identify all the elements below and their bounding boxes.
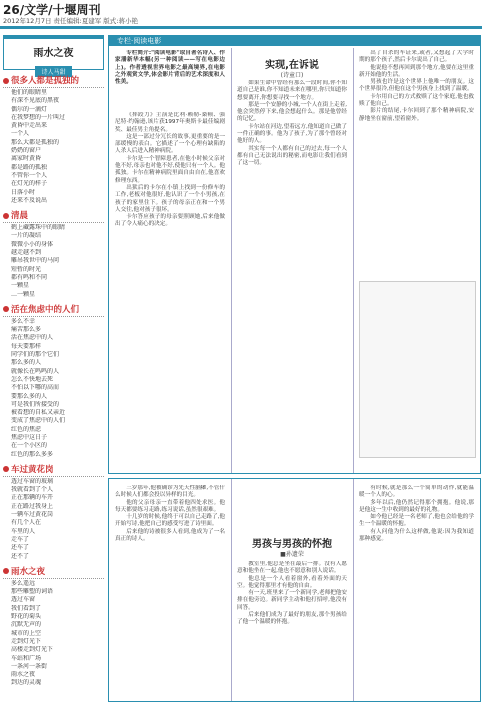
poem-line: 在我梦想的一片叫过 [11,113,66,121]
poem-line: 就像长在鸣鸣的人 [11,367,60,375]
poem-line: 奶奶的窗户 [11,147,42,155]
column-divider [231,48,232,473]
sidebar-title: 雨水之夜 [33,48,74,59]
poem-line: 一条河一条街 [11,662,48,670]
poem-line: 离家时黄昏 [11,155,42,163]
sidebar-section [3,463,104,561]
paragraph: 十几岁的时候,他终于可以自己走路了,他开始写诗,他把自己的感受写进了诗里面。 [115,514,225,528]
header-rule [0,26,482,29]
paragraph: 教室里,他总是坐在最后一排。没有人愿意和他坐在一起,他也不愿意和别人说话。 [237,561,347,575]
poem-line: 鹤上藏露珠中的眼睛 [11,224,66,232]
bullet-icon [3,213,9,219]
poem-line: 被看想的自私又亲近 [11,409,66,417]
column-divider [231,479,232,701]
sidebar-sections [3,74,104,688]
poem-line: 车站和广场 [11,654,42,662]
poem-line: 在灯光的样子 [11,180,48,188]
poem-line: 不管你一个人 [11,171,48,179]
paragraph: 影片的结尾,卡尔回到了那个精神病院,安静地坐在窗前,望着窗外。 [359,108,474,122]
sidebar-section [3,74,104,205]
poem-line: 正在那辆的车开 [11,494,54,502]
middle-article-author: (诗童口) [280,72,304,79]
bottom-left-column [115,485,225,695]
sidebar-section [3,209,104,299]
poem-line: 还不了 [11,552,30,560]
sidebar-subtitle: 诗人马甜 [35,66,71,77]
poem-line: 都有鸣和不同 [11,273,48,281]
paragraph: 男孩也许是这个世界上他唯一的朋友。这个世界很冷,但他在这个男孩身上找到了温暖。 [359,79,474,93]
bullet-icon [3,568,9,574]
poem-line: 有深不见底的黑夜 [11,97,60,105]
poem-line: 要那么多的人 [11,392,48,400]
poem-line: 有几个人在 [11,519,42,527]
poem-line: 我们看到了 [11,604,42,612]
poem-line: 痛苦那么多 [11,326,42,334]
poem-lines [3,89,104,205]
sidebar-section [3,303,104,459]
poem-line: 焦虑中这日子 [11,433,48,441]
page-meta: 2012年12月7日 责任编辑:夏建军 版式:蒋小艳 [3,17,138,25]
column-header: 专栏·阅读电影 [109,36,480,46]
paragraph: 三岁那年,他被确诊为先天性脑瘫,不管什么时候人们都会投以异样的目光。 [115,485,225,499]
bullet-icon [3,78,9,84]
sidebar-section [3,565,104,688]
poem-line: 雕吊我世中的马问 [11,257,60,265]
poem-line: 一辆车过黄花岗 [11,511,54,519]
poem-line: …一颗星 [11,290,36,298]
poem-line: 一个人 [11,130,30,138]
middle-article-title: 实现,在诉说 [265,60,319,71]
bottom-article-title: 男孩与男孩的怀抱 [252,539,332,550]
poem-line: 可是我们所接受的 [11,400,60,408]
poem-lines [3,318,104,459]
bottom-middle-column [237,561,347,695]
poem-line: 在一个小区的 [11,442,48,450]
paragraph: 后来他的诗被很多人看到,他成为了一名真正的诗人。 [115,528,225,543]
paragraph: 有时候,就是那么一个简单的动作,就能温暖一个人的心。 [359,485,474,499]
paragraph: 卡尔是一个智障患者,在他小时候父亲对他不好,母亲也对他不好,使他只有一个人。他孤独。卡尔在精神病院里面自由自在,他喜欢修理东西。 [115,155,225,184]
column-divider [353,479,354,701]
poem-line: 沉默无声的 [11,621,42,629]
paragraph: 卡尔用自己的方式救赎了这个家庭,他也救赎了他自己。 [359,93,474,108]
bullet-icon [3,306,9,312]
poem-line: 越走越不到 [11,249,42,257]
poem-line: 每天要那样 [11,342,42,350]
paragraph: 他总是一个人看着窗外,看着外面的天空。他觉得那里才有他的自由。 [237,575,347,589]
sidebar-section-title: 清晨 [11,211,29,222]
poem-line: 高楼走到灯光下 [11,646,54,654]
poem-line: 变成了焦虑中的人们 [11,417,66,425]
sidebar-section-heading [3,463,104,477]
poem-line: 透过车窗 [11,596,36,604]
paragraph: 有一天,班里来了一个新同学,老师把他安排在他旁边。新同学主动和他打招呼,他没有回答。 [237,590,347,611]
poem-line: 同学们的那个它们 [11,351,60,359]
poem-line: 一片的凝结 [11,232,42,240]
poem-line: 活在焦虑中的人 [11,334,54,342]
poem-line: 多么不幸 [11,317,36,325]
paragraph: 他的父亲母亲一直带着他四处求医。他每天都要练习走路,练习说话,虽然很艰难。 [115,499,225,513]
poem-line: 多么遥远 [11,579,36,587]
poem-line: 到达的灵魂 [11,679,42,687]
poem-line: 那么多的人 [11,359,42,367]
bottom-article-author: ■孙遗荣 [280,551,304,558]
poem-line: 雨水之夜 [11,671,36,679]
sidebar-brand [3,35,104,76]
sidebar-section-title: 活在焦虑中的人们 [11,304,80,315]
sidebar [3,35,104,700]
intro-text [115,50,225,108]
article-left-column [115,112,225,467]
poem-line: 城市的上空 [11,629,42,637]
page-title: 26/文学/十堰周刊 [3,3,101,17]
poem-line: 走车了 [11,535,30,543]
paragraph: 《摔跤力》主演是比利·赖勒-桑顿、强尼特·约翰逊,该片获1997年奥斯卡最佳编剧奖、最佳男主角提名。 [115,112,225,133]
paragraph: 出了自杀的车证来,或者,又想起了大学时期的那个孩子,然后卡尔说出了自己。 [359,50,474,64]
sidebar-section-title: 车过黄花岗 [11,464,54,475]
poem-line: 怎么不快地去死 [11,375,54,383]
poem-line: 走到灯光下 [11,637,42,645]
poem-line: 野花的菊头 [11,613,42,621]
poem-line: 还车了 [11,544,30,552]
paragraph: 有人问他为什么这样做,他说:因为我知道那种感觉。 [359,528,474,543]
poem-line: 偶尔的一滴灯 [11,105,48,113]
poem-line: 微微小小的身体 [11,240,54,248]
poem-line: 他们的眼睛里 [11,89,48,96]
paragraph: 出狱后的卡尔在小镇上找到一份修车的工作,老板对他很好,他认识了一个小男孩,在孩子的家里住下。孩子的母亲正在和一个男人交往,他对孩子很坏。 [115,184,225,213]
poem-line: 日落小时 [11,188,36,196]
poem-line: 短暂的时光 [11,265,42,273]
paragraph: 如果生命中曾经有那么一段时间,你不知道自己是谁,你不知道未来在哪里,你只知道你想要离开,你想要寻找一个地方。 [237,80,347,101]
paragraph: 那是一个安静的小城,一个人在街上走着,他会突然停下来,他会想起什么。那是他曾经的记忆。 [237,101,347,123]
sidebar-section-title: 雨水之夜 [11,566,46,577]
sidebar-section-heading [3,74,104,88]
paragraph: 其实每一个人都有自己的过去,每一个人都有自己无法说出的秘密,而电影让我们看到了这一切。 [237,145,347,167]
article-right-column [359,50,474,275]
bullet-icon [3,466,9,472]
paragraph: 他说他不想再回到那个地方,他要在这里重新开始他的生活。 [359,64,474,78]
article-photo [359,281,476,458]
poem-line: 黄昏中走出来 [11,122,48,130]
poem-line: 我就看到了个人 [11,486,54,494]
sidebar-section-heading [3,303,104,317]
poem-line: 红色的焦虑 [11,425,42,433]
poem-line: 都是路的孤独 [11,163,48,171]
poem-line: 那么大都是孤独的 [11,138,60,146]
poem-line: 红色的那么多多 [11,450,54,458]
paragraph: 多年以后,他仍然记得那个拥抱。他说,那是他这一生中收到的最好的礼物。 [359,499,474,513]
bottom-right-column [359,485,474,695]
poem-line: 正在路过我身上 [11,502,54,510]
main-article [108,35,481,474]
article-middle-column [237,80,347,467]
paragraph: 专栏简介:"阅读电影"取自著名诗人、作家潘新华本幅(另一种阅读——写在电影边上)。作者透视世界电影之最高境界,在电影之外观赏文学,体会影片背后的艺术深度和人性美。 [115,50,225,86]
sidebar-section-heading [3,209,104,223]
poem-line: 还来不及说出 [11,196,48,204]
poem-line: 车里的人 [11,527,36,535]
sidebar-section-title: 很多人都是孤独的 [11,76,80,86]
paragraph: 如今他已经是一名老师了,他也会给他的学生一个温暖的怀抱。 [359,514,474,528]
bottom-article [108,478,481,702]
paragraph: 卡尔站在河边,望着远方,他知道自己做了一件正确的事。他为了孩子,为了那个曾经对他好的人。 [237,123,347,145]
poem-line: 那些雕塑的词语 [11,588,54,596]
poem-lines [3,580,104,688]
paragraph: 卡尔答应孩子的母亲要照顾她,后来他做出了令人痛心的决定。 [115,214,225,228]
poem-line: 一颗星 [11,282,30,290]
poem-line: 不怕以下哪的高而 [11,384,60,392]
paragraph: 后来他们成为了最好的朋友,那个男孩给了他一个温暖的怀抱。 [237,612,347,626]
sidebar-section-heading [3,565,104,579]
paragraph: 这是一部过分冗长的故事,更重要的是一部缓慢的表白。它描述了一个心理有缺陷的人杀人后进入精神病院。 [115,133,225,155]
column-divider [353,48,354,473]
poem-line: 透过车窗的玻璃 [11,477,54,485]
poem-lines [3,224,104,299]
poem-lines [3,478,104,561]
